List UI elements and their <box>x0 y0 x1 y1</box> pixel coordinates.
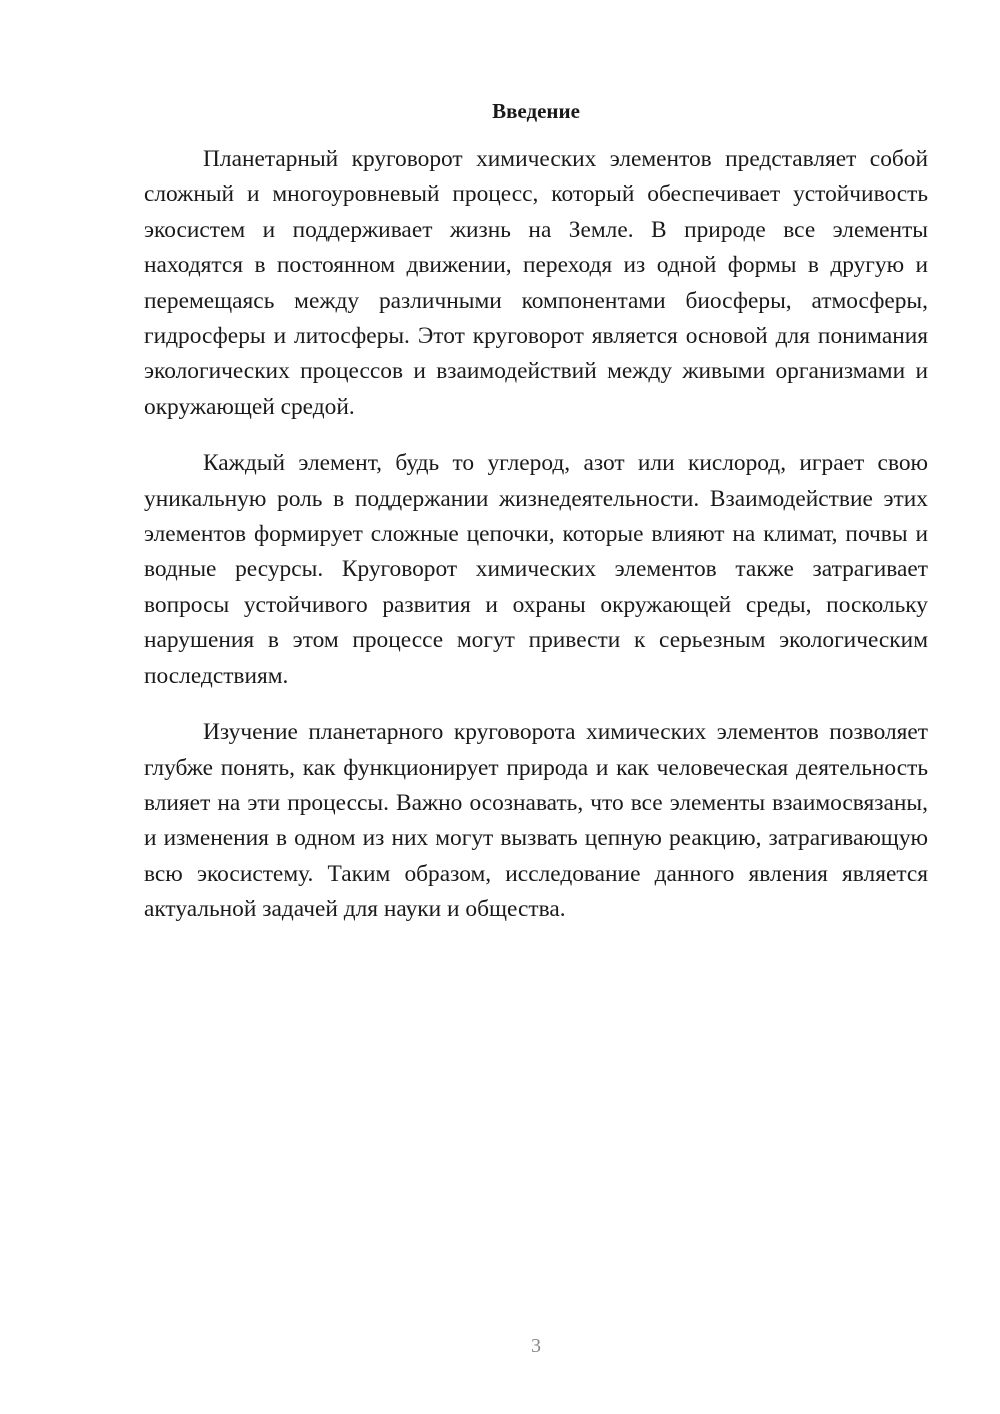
page-number: 3 <box>531 1335 541 1357</box>
paragraph: Каждый элемент, будь то углерод, азот или кислород, играет свою уникальную роль в поддержании жизнедеятельности. Взаимодействие этих элементов формирует сложные цепочки, которые влияют на климат, почвы и водные ресурсы. Круговорот химических элементов также затрагивает вопросы устойчивого развития и охраны окружающей среды, поскольку нарушения в этом процессе могут привести к серьезным экологическим последствиям. <box>144 450 928 689</box>
paragraph: Планетарный круговорот химических элементов представляет собой сложный и многоуровневый процесс, который обеспечивает устойчивость экосистем и поддерживает жизнь на Земле. В природе все элементы находятся в постоянном движении, переходя из одной формы в другую и перемещаясь между различными компонентами биосферы, атмосферы, гидросферы и литосферы. Этот круговорот является основой для понимания экологических процессов и взаимодействий между живыми организмами и окружающей средой. <box>144 146 928 420</box>
document-body <box>144 142 928 949</box>
paragraph: Изучение планетарного круговорота химических элементов позволяет глубже понять, как функционирует природа и как человеческая деятельность влияет на эти процессы. Важно осознавать, что все элементы взаимосвязаны, и изменения в одном из них могут вызвать цепную реакцию, затрагивающую всю экосистему. Таким образом, исследование данного явления является актуальной задачей для науки и общества. <box>144 719 928 923</box>
section-heading: Введение <box>492 99 580 123</box>
